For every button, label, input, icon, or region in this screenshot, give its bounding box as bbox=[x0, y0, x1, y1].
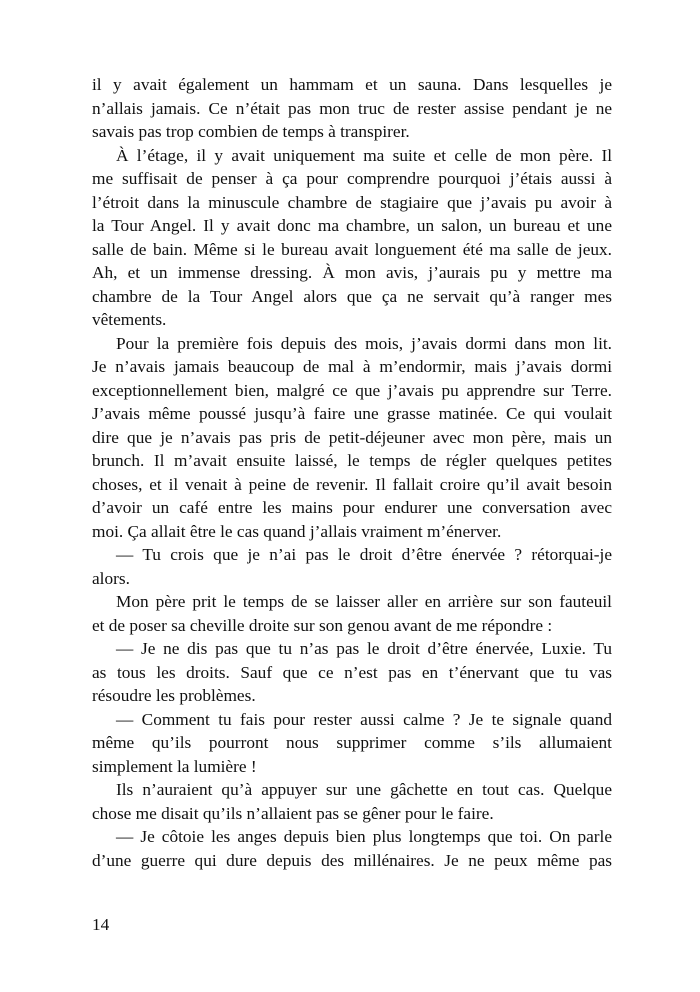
text-line: vêtements. bbox=[92, 310, 167, 329]
text-line: chambre de la Tour Angel alors que ça ne servait qu’à ranger mes bbox=[92, 286, 612, 306]
text-line: brunch. Il m’avait ensuite laissé, le temps de régler quelques petites bbox=[92, 451, 612, 470]
text-line: simplement la lumière ! bbox=[92, 756, 257, 776]
text-line: — Je ne dis pas que tu n’as pas le droit d’être énervée, Luxie. Tu bbox=[116, 639, 612, 658]
text-line: n’allais jamais. Ce n’était pas mon truc de rester assise pendant je ne bbox=[92, 98, 612, 118]
text-line: Je n’avais jamais beaucoup de mal à m’endormir, mais j’avais dormi bbox=[92, 357, 612, 376]
text-line: dire que je n’avais pas pris de petit-déjeuner avec mon père, mais un bbox=[92, 427, 612, 447]
paragraph bbox=[92, 543, 612, 590]
paragraph bbox=[92, 778, 612, 825]
text-line: Ah, et un immense dressing. À mon avis, j’aurais pu y mettre ma bbox=[92, 263, 612, 282]
paragraph bbox=[92, 825, 612, 872]
text-line: l’étroit dans la minuscule chambre de stagiaire que j’avais pu avoir à bbox=[92, 192, 612, 212]
text-line: salle de bain. Même si le bureau avait longuement été ma salle de jeux. bbox=[92, 239, 612, 259]
text-line: chose me disait qu’ils n’allaient pas se gêner pour le faire. bbox=[92, 803, 494, 823]
text-line: À l’étage, il y avait uniquement ma suite et celle de mon père. Il bbox=[116, 145, 612, 165]
text-line: Ils n’auraient qu’à appuyer sur une gâchette en tout cas. Quelque bbox=[116, 780, 612, 799]
paragraph bbox=[92, 590, 612, 637]
text-line: il y avait également un hammam et un sauna. Dans lesquelles je bbox=[92, 75, 612, 94]
text-line: d’une guerre qui dure depuis des millénaires. Je ne peux même pas bbox=[92, 850, 612, 870]
text-line: résoudre les problèmes. bbox=[92, 686, 256, 705]
text-line: exceptionnellement bien, malgré ce que j’avais pu apprendre sur Terre. bbox=[92, 380, 612, 400]
text-line: d’avoir un café entre les mains pour endurer une conversation avec bbox=[92, 498, 612, 517]
paragraph bbox=[92, 708, 612, 779]
paragraph bbox=[92, 637, 612, 708]
text-line: — Je côtoie les anges depuis bien plus longtemps que toi. On parle bbox=[116, 827, 612, 846]
text-line: Pour la première fois depuis des mois, j’avais dormi dans mon lit. bbox=[116, 333, 612, 353]
text-line: as tous les droits. Sauf que ce n’est pas en t’énervant que tu vas bbox=[92, 662, 612, 682]
text-line: — Tu crois que je n’ai pas le droit d’être énervée ? rétorquai-je bbox=[116, 545, 612, 564]
text-line: la Tour Angel. Il y avait donc ma chambre, un salon, un bureau et une bbox=[92, 216, 612, 235]
text-line: et de poser sa cheville droite sur son genou avant de me répondre : bbox=[92, 615, 553, 635]
text-line: — Comment tu fais pour rester aussi calme ? Je te signale quand bbox=[116, 709, 612, 729]
paragraph bbox=[92, 332, 612, 544]
text-line: Mon père prit le temps de se laisser aller en arrière sur son fauteuil bbox=[116, 592, 612, 611]
page-number: 14 bbox=[92, 915, 110, 934]
paragraph bbox=[92, 144, 612, 332]
text-line: J’avais même poussé jusqu’à faire une grasse matinée. Ce qui voulait bbox=[92, 404, 612, 423]
text-line: savais pas trop combien de temps à transpirer. bbox=[92, 122, 410, 141]
text-line: me suffisait de penser à ça pour comprendre pourquoi j’étais aussi à bbox=[92, 169, 612, 188]
text-line: alors. bbox=[92, 568, 130, 588]
paragraph bbox=[92, 73, 612, 144]
text-line: même qu’ils pourront nous supprimer comme s’ils allumaient bbox=[92, 733, 612, 752]
text-line: choses, et il venait à peine de revenir. Il fallait croire qu’il avait besoin bbox=[92, 474, 612, 494]
body-text bbox=[92, 73, 612, 872]
text-line: moi. Ça allait être le cas quand j’allais vraiment m’énerver. bbox=[92, 521, 502, 541]
